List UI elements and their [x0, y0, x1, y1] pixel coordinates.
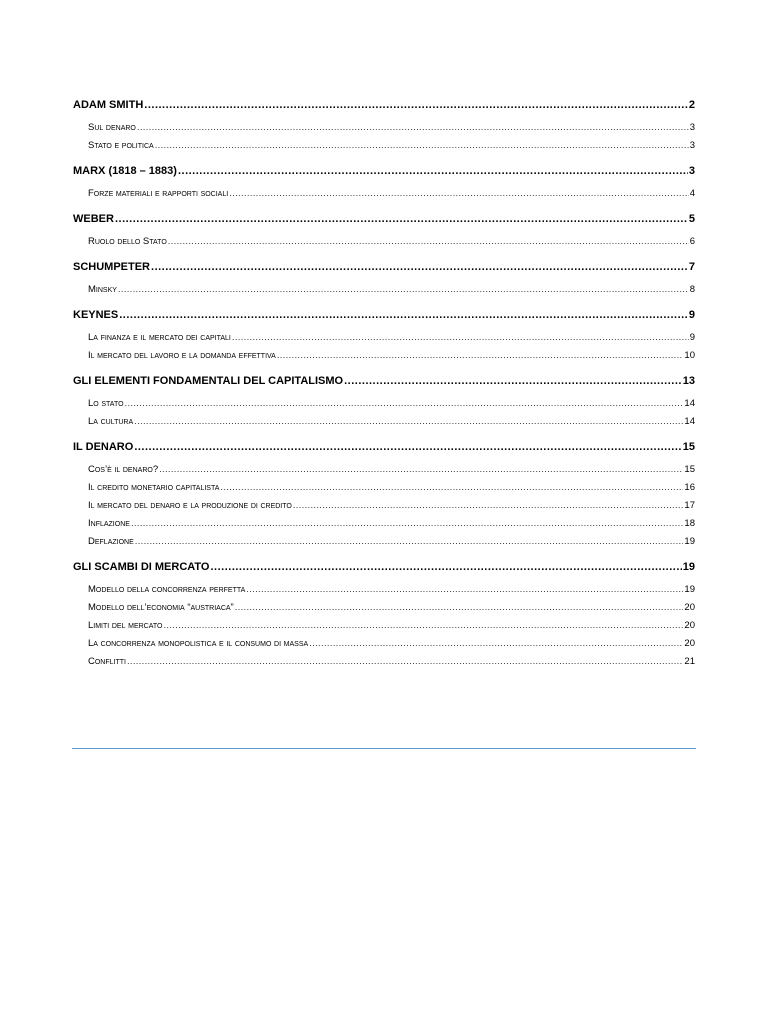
dot-leader [210, 559, 681, 575]
dot-leader [220, 479, 683, 497]
toc-entry-scambi-di-mercato[interactable] [73, 559, 695, 575]
toc-page-number: 15 [682, 441, 695, 453]
toc-page-number: 7 [688, 261, 695, 273]
toc-page-number: 16 [684, 482, 695, 493]
toc-subentry-ruolo-dello-stato[interactable] [73, 233, 695, 251]
toc-subentry-concorrenza-monopolistica[interactable] [73, 635, 695, 653]
dot-leader [277, 347, 684, 365]
toc-subentry-label: Il credito monetario capitalista [88, 482, 220, 493]
toc-page-number: 9 [689, 332, 695, 343]
toc-subentry-label: La cultura [88, 416, 134, 427]
toc-subentry-label: La concorrenza monopolistica e il consumo di massa [88, 638, 309, 649]
dot-leader [144, 97, 688, 113]
toc-subentry-conflitti[interactable] [73, 653, 695, 671]
dot-leader [151, 259, 688, 275]
toc-page-number: 14 [684, 398, 695, 409]
toc-subentry-label: Lo stato [88, 398, 124, 409]
toc-entry-label: IL DENARO [73, 441, 134, 453]
toc-entry-label: WEBER [73, 213, 114, 225]
toc-page-number: 20 [684, 620, 695, 631]
toc-subentry-label: Limiti del mercato [88, 620, 163, 631]
toc-entry-elementi-fondamentali[interactable] [73, 373, 695, 389]
dot-leader [309, 635, 683, 653]
dot-leader [115, 211, 688, 227]
toc-subentry-label: Conflitti [88, 656, 126, 667]
toc-subentry-la-cultura[interactable] [73, 413, 695, 431]
toc-subentry-inflazione[interactable] [73, 515, 695, 533]
toc-page-number: 20 [684, 602, 695, 613]
dot-leader [293, 497, 684, 515]
dot-leader [344, 373, 682, 389]
dot-leader [134, 413, 683, 431]
toc-subentry-label: Inflazione [88, 518, 130, 529]
toc-subentry-label: Modello dell’economia “austriaca” [88, 602, 234, 613]
toc-subentry-label: Modello della concorrenza perfetta [88, 584, 246, 595]
toc-page-number: 6 [689, 236, 695, 247]
toc-entry-label: ADAM SMITH [73, 99, 144, 111]
dot-leader [235, 599, 684, 617]
toc-subentry-mercato-denaro[interactable] [73, 497, 695, 515]
toc-subentry-limiti-del-mercato[interactable] [73, 617, 695, 635]
toc-subentry-cos-e-il-denaro[interactable] [73, 461, 695, 479]
toc-entry-keynes[interactable] [73, 307, 695, 323]
toc-subentry-minsky[interactable] [73, 281, 695, 299]
toc-entry-label: SCHUMPETER [73, 261, 151, 273]
dot-leader [127, 653, 683, 671]
toc-subentry-sul-denaro[interactable] [73, 119, 695, 137]
dot-leader [168, 233, 689, 251]
toc-page-number: 18 [684, 518, 695, 529]
toc-subentry-mercato-lavoro[interactable] [73, 347, 695, 365]
toc-page-number: 4 [689, 188, 695, 199]
toc-subentry-label: Minsky [88, 284, 117, 295]
toc-page-number: 10 [684, 350, 695, 361]
toc-subentry-label: Forze materiali e rapporti sociali [88, 188, 229, 199]
toc-entry-marx[interactable] [73, 163, 695, 179]
toc-entry-weber[interactable] [73, 211, 695, 227]
toc-page-number: 14 [684, 416, 695, 427]
horizontal-divider [72, 748, 696, 749]
toc-entry-label: GLI ELEMENTI FONDAMENTALI DEL CAPITALISMO [73, 375, 344, 387]
toc-subentry-label: Il mercato del denaro e la produzione di credito [88, 500, 292, 511]
dot-leader [155, 137, 689, 155]
toc-entry-il-denaro[interactable] [73, 439, 695, 455]
toc-page-number: 17 [684, 500, 695, 511]
toc-page-number: 3 [689, 122, 695, 133]
dot-leader [125, 395, 684, 413]
toc-page-number: 8 [689, 284, 695, 295]
toc-page-number: 13 [682, 375, 695, 387]
toc-subentry-finanza[interactable] [73, 329, 695, 347]
dot-leader [118, 281, 689, 299]
toc-subentry-economia-austriaca[interactable] [73, 599, 695, 617]
toc-entry-schumpeter[interactable] [73, 259, 695, 275]
toc-subentry-label: Cos’è il denaro? [88, 464, 159, 475]
toc-entry-label: KEYNES [73, 309, 119, 321]
dot-leader [159, 461, 683, 479]
toc-subentry-label: La finanza e il mercato dei capitali [88, 332, 231, 343]
toc-subentry-concorrenza-perfetta[interactable] [73, 581, 695, 599]
dot-leader [135, 533, 684, 551]
toc-page-number: 3 [688, 165, 695, 177]
dot-leader [229, 185, 689, 203]
toc-subentry-label: Il mercato del lavoro e la domanda effettiva [88, 350, 276, 361]
toc-subentry-credito-monetario[interactable] [73, 479, 695, 497]
toc-page-number: 5 [688, 213, 695, 225]
toc-subentry-stato-e-politica[interactable] [73, 137, 695, 155]
toc-page-number: 9 [688, 309, 695, 321]
toc-subentry-label: Ruolo dello Stato [88, 236, 167, 247]
toc-entry-label: GLI SCAMBI DI MERCATO [73, 561, 210, 573]
dot-leader [246, 581, 683, 599]
table-of-contents [73, 97, 695, 671]
toc-subentry-label: Stato e politica [88, 140, 154, 151]
toc-page-number: 19 [684, 536, 695, 547]
toc-subentry-label: Sul denaro [88, 122, 136, 133]
toc-subentry-deflazione[interactable] [73, 533, 695, 551]
dot-leader [134, 439, 681, 455]
toc-page-number: 19 [682, 561, 695, 573]
dot-leader [137, 119, 689, 137]
toc-subentry-lo-stato[interactable] [73, 395, 695, 413]
dot-leader [119, 307, 688, 323]
dot-leader [232, 329, 689, 347]
toc-page-number: 15 [684, 464, 695, 475]
toc-page-number: 21 [684, 656, 695, 667]
toc-entry-label: MARX (1818 – 1883) [73, 165, 177, 177]
dot-leader [131, 515, 683, 533]
toc-subentry-forze-materiali[interactable] [73, 185, 695, 203]
dot-leader [178, 163, 688, 179]
toc-page-number: 2 [688, 99, 695, 111]
toc-entry-adam-smith[interactable] [73, 97, 695, 113]
dot-leader [163, 617, 683, 635]
toc-page-number: 3 [689, 140, 695, 151]
toc-page-number: 19 [684, 584, 695, 595]
toc-page-number: 20 [684, 638, 695, 649]
toc-subentry-label: Deflazione [88, 536, 134, 547]
